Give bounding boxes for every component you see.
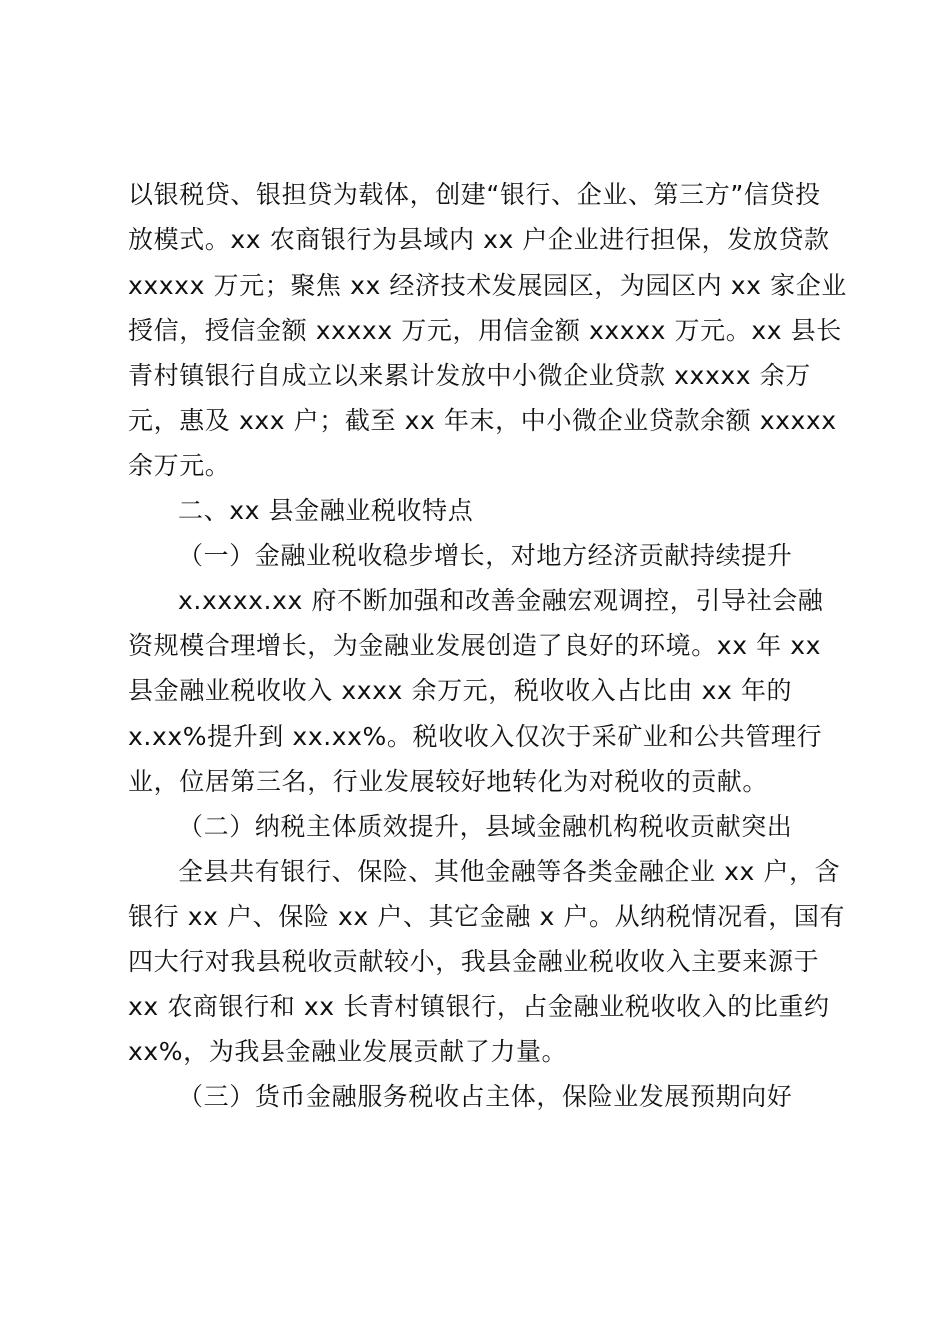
paragraph-line: x.xx%提升到 xx.xx%。税收收入仅次于采矿业和公共管理行 xyxy=(128,722,823,751)
paragraph-line: 青村镇银行自成立以来累计发放中小微企业贷款 xxxxx 余万 xyxy=(128,361,811,390)
paragraph-line: 银行 xx 户、保险 xx 户、其它金融 x 户。从纳税情况看，国有 xyxy=(128,902,846,931)
paragraph-line: xxxxx 万元；聚焦 xx 经济技术发展园区，为园区内 xx 家企业 xyxy=(128,271,847,300)
paragraph-line: 放模式。xx 农商银行为县域内 xx 户企业进行担保，发放贷款 xyxy=(128,225,830,254)
paragraph-line: 全县共有银行、保险、其他金融等各类金融企业 xx 户，含 xyxy=(178,857,841,886)
paragraph-line: 县金融业税收收入 xxxx 余万元，税收收入占比由 xx 年的 xyxy=(128,676,793,705)
paragraph-line: xx 农商银行和 xx 长青村镇银行，占金融业税收收入的比重约 xyxy=(128,992,830,1021)
paragraph-line: 业，位居第三名，行业发展较好地转化为对税收的贡献。 xyxy=(128,767,769,796)
paragraph-line: xx%，为我县金融业发展贡献了力量。 xyxy=(128,1037,568,1066)
paragraph-line: 资规模合理增长，为金融业发展创造了良好的环境。xx 年 xx xyxy=(128,631,822,660)
paragraph-line: 四大行对我县税收贡献较小，我县金融业税收收入主要来源于 xyxy=(128,947,820,976)
subsection-heading: （二）纳税主体质效提升，县域金融机构税收贡献突出 xyxy=(178,812,793,841)
subsection-heading: （一）金融业税收稳步增长，对地方经济贡献持续提升 xyxy=(178,541,793,570)
section-heading: 二、xx 县金融业税收特点 xyxy=(178,496,474,525)
paragraph-line: 余万元。 xyxy=(128,451,231,480)
paragraph-line: x.xxxx.xx 府不断加强和改善金融宏观调控，引导社会融 xyxy=(178,586,824,615)
subsection-heading: （三）货币金融服务税收占主体，保险业发展预期向好 xyxy=(178,1082,793,1111)
paragraph-line: 以银税贷、银担贷为载体，创建“银行、企业、第三方”信贷投 xyxy=(128,180,821,209)
paragraph-line: 授信，授信金额 xxxxx 万元，用信金额 xxxxx 万元。xx 县长 xyxy=(128,316,842,345)
paragraph-line: 元，惠及 xxx 户；截至 xx 年末，中小微企业贷款余额 xxxxx xyxy=(128,406,837,435)
